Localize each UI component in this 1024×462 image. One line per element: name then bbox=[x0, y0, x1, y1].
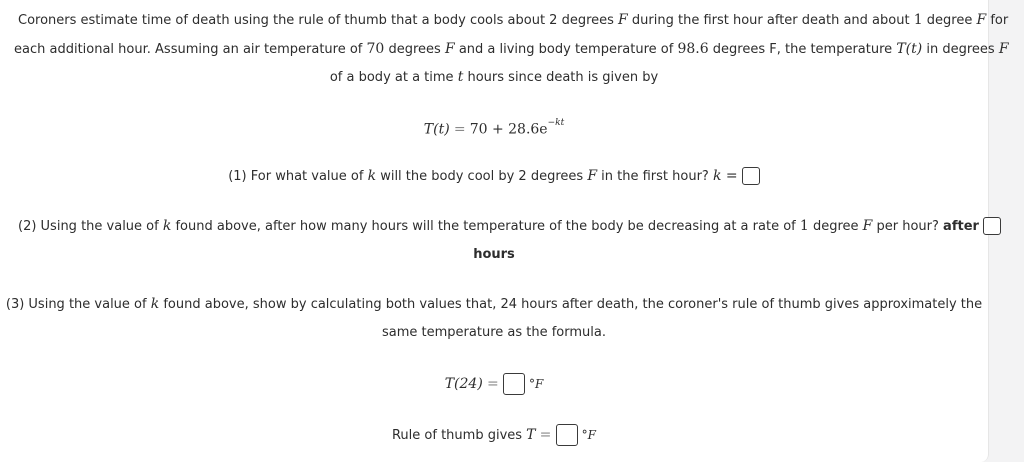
rule-of-thumb-answer-input[interactable] bbox=[556, 424, 578, 446]
intro-line-3: of a body at a time t hours since death is given by bbox=[329, 69, 659, 85]
t24-row: T(24) = °F bbox=[0, 373, 988, 395]
rule-of-thumb-row: Rule of thumb gives T = °F bbox=[0, 424, 988, 446]
k-answer-input[interactable] bbox=[742, 167, 760, 185]
hours-answer-input[interactable] bbox=[983, 217, 1001, 235]
question-3-line-2: same temperature as the formula. bbox=[382, 325, 606, 340]
question-1: (1) For what value of k will the body cool by 2 degrees F in the first hour? k = bbox=[0, 167, 988, 186]
question-3-line-1: (3) Using the value of k found above, show by calculating both values that, 24 hours after death, the coroner's rule of thumb gives approximately the bbox=[5, 296, 983, 312]
formula: $T(t) = 70 + 28.6e^{-kt}$ bbox=[423, 118, 565, 138]
intro-line-1: Coroners estimate time of death using the rule of thumb that a body cools about 2 degrees F during the first hour after death and about 1 degree F for bbox=[18, 12, 1009, 28]
t24-answer-input[interactable] bbox=[503, 373, 525, 395]
question-2-hours: hours bbox=[473, 247, 515, 262]
question-2: (2) Using the value of k found above, after how many hours will the temperature of the body be decreasing at a rate of 1 degree F per hour? after bbox=[18, 217, 978, 236]
intro-line-2: each additional hour. Assuming an air temperature of 70 degrees F and a living body temperature of 98.6 degrees F, the temperature T(t) in degrees F bbox=[14, 41, 1009, 57]
